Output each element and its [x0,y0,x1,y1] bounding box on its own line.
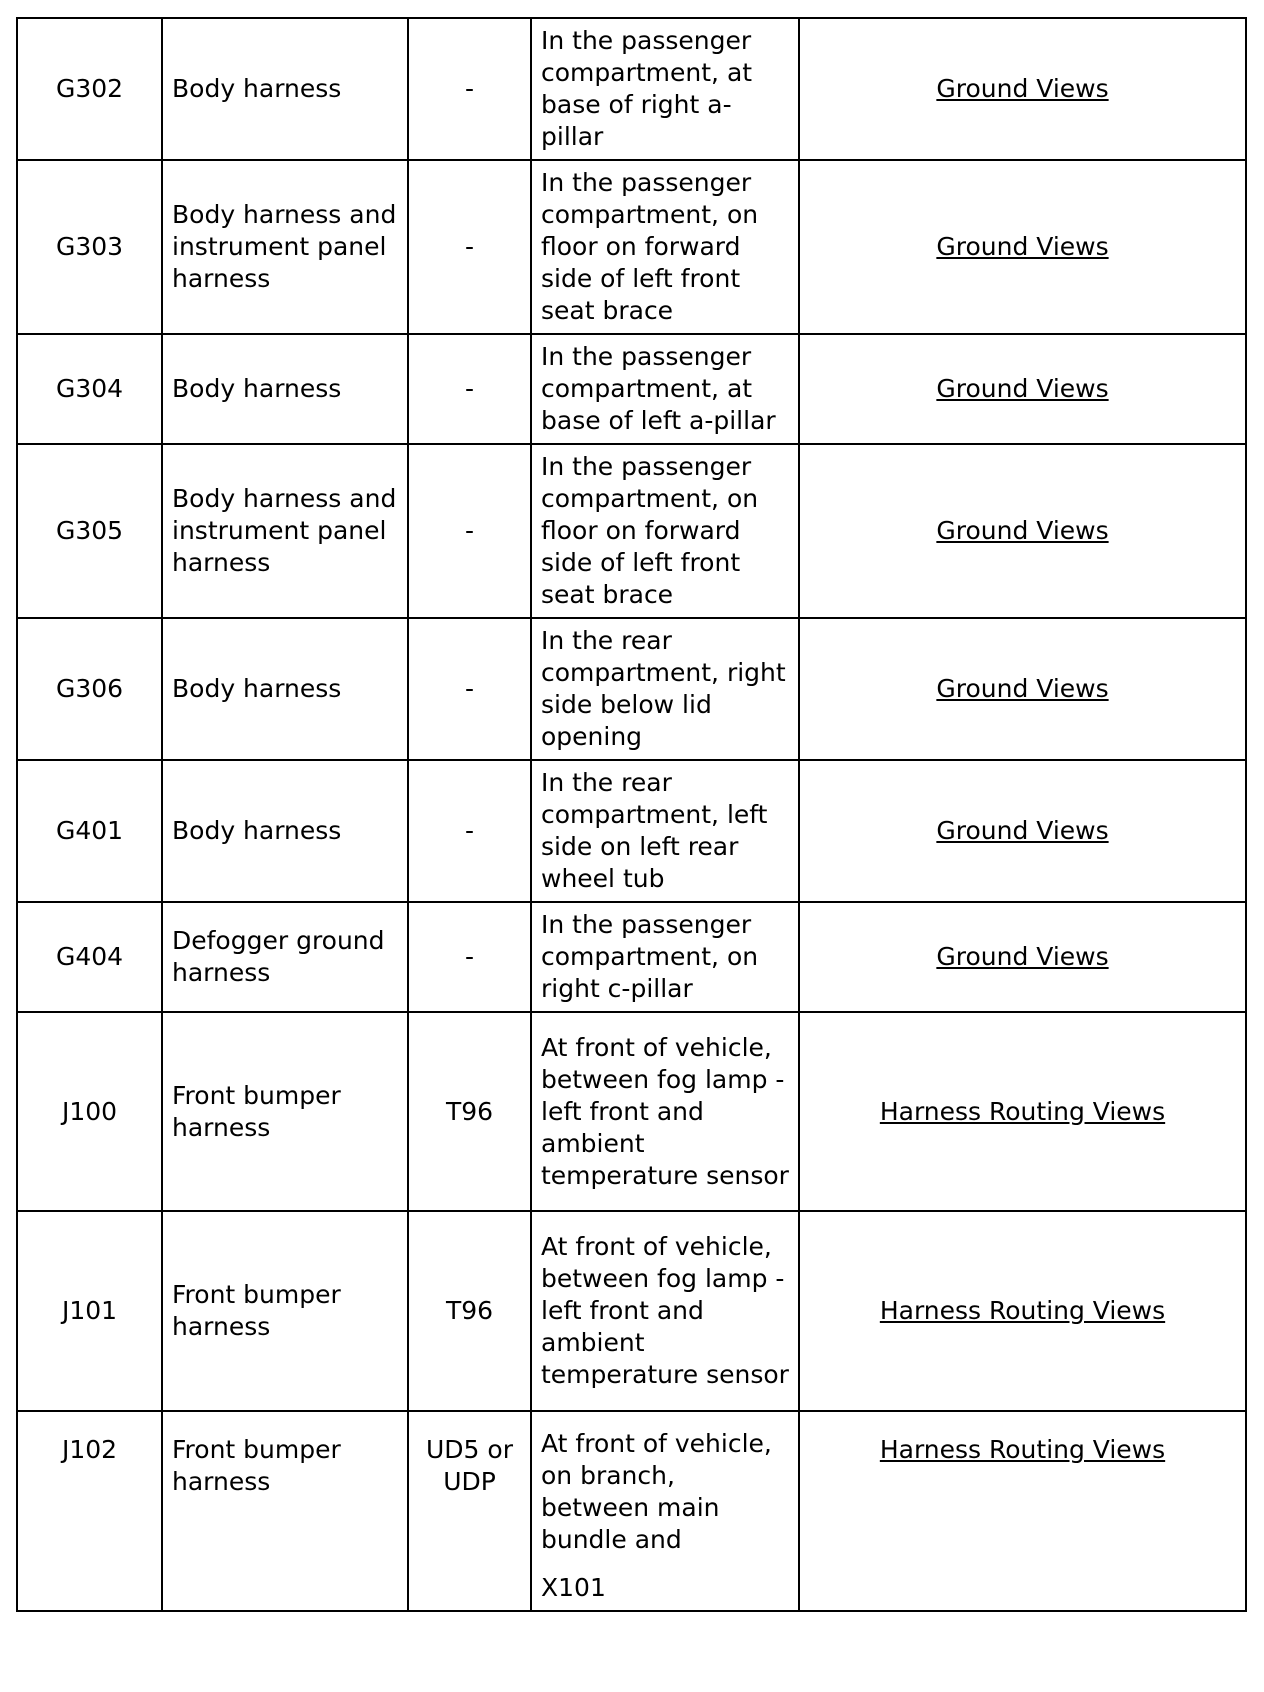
option-code: - [408,444,531,618]
option-code: - [408,618,531,760]
harness-name: Body harness [162,760,408,902]
harness-routing-views-link[interactable]: Harness Routing Views [879,1296,1166,1325]
location-text: In the passenger compartment, at base of left a-pillar [531,334,799,444]
option-code: T96 [408,1012,531,1211]
view-cell [799,160,1246,334]
component-id: G306 [17,618,162,760]
component-id: G305 [17,444,162,618]
option-code: - [408,160,531,334]
harness-name: Body harness [162,18,408,160]
table-row [17,1012,1246,1211]
view-cell [799,760,1246,902]
table-row [17,1211,1246,1411]
table-row [17,444,1246,618]
ground-views-link[interactable]: Ground Views [936,516,1109,545]
option-code: - [408,760,531,902]
table-row [17,160,1246,334]
location-text: In the rear compartment, left side on left rear wheel tub [531,760,799,902]
component-id: J102 [17,1411,162,1611]
location-cell [531,1411,799,1611]
component-id: G304 [17,334,162,444]
ground-views-link[interactable]: Ground Views [936,674,1109,703]
view-cell [799,1211,1246,1411]
location-text: In the passenger compartment, on right c-pillar [531,902,799,1012]
harness-routing-views-link[interactable]: Harness Routing Views [879,1096,1166,1126]
table-row [17,334,1246,444]
option-code: UD5 or UDP [408,1411,531,1611]
location-text: In the passenger compartment, at base of right a-pillar [531,18,799,160]
harness-name: Front bumper harness [162,1211,408,1411]
view-cell [799,902,1246,1012]
view-cell [799,1012,1246,1211]
location-text: At front of vehicle, between fog lamp - left front and ambient temperature sensor [531,1211,799,1411]
harness-routing-views-link[interactable]: Harness Routing Views [879,1435,1166,1464]
component-id: J100 [17,1012,162,1211]
harness-name: Front bumper harness [162,1411,408,1611]
location-text: In the passenger compartment, on floor on forward side of left front seat brace [531,444,799,618]
option-code: - [408,18,531,160]
table-row [17,902,1246,1012]
table-row [17,618,1246,760]
connector-table [16,17,1247,1612]
component-id: G302 [17,18,162,160]
location-text: At front of vehicle, between fog lamp - left front and ambient temperature sensor [531,1012,799,1211]
view-cell [799,18,1246,160]
ground-views-link[interactable]: Ground Views [936,232,1109,261]
table-row [17,760,1246,902]
component-id: G303 [17,160,162,334]
ground-views-link[interactable]: Ground Views [936,374,1109,403]
option-code: - [408,902,531,1012]
ground-views-link[interactable]: Ground Views [936,74,1109,103]
table-row [17,1411,1246,1611]
harness-name: Body harness [162,618,408,760]
location-text: In the passenger compartment, on floor on forward side of left front seat brace [531,160,799,334]
view-cell [799,1411,1246,1611]
ground-views-link[interactable]: Ground Views [936,816,1109,845]
location-text: At front of vehicle, on branch, between main bundle and [541,1429,772,1554]
table-row [17,18,1246,160]
view-cell [799,444,1246,618]
harness-name: Defogger ground harness [162,902,408,1012]
harness-name: Body harness and instrument panel harness [162,160,408,334]
option-code: - [408,334,531,444]
component-id: G401 [17,760,162,902]
view-cell [799,334,1246,444]
harness-name: Front bumper harness [162,1012,408,1211]
view-cell [799,618,1246,760]
location-text: In the rear compartment, right side below lid opening [531,618,799,760]
ground-views-link[interactable]: Ground Views [936,942,1109,971]
harness-name: Body harness [162,334,408,444]
component-id: G404 [17,902,162,1012]
harness-name: Body harness and instrument panel harness [162,444,408,618]
location-text-continued: X101 [541,1573,606,1602]
component-id: J101 [17,1211,162,1411]
option-code: T96 [408,1211,531,1411]
